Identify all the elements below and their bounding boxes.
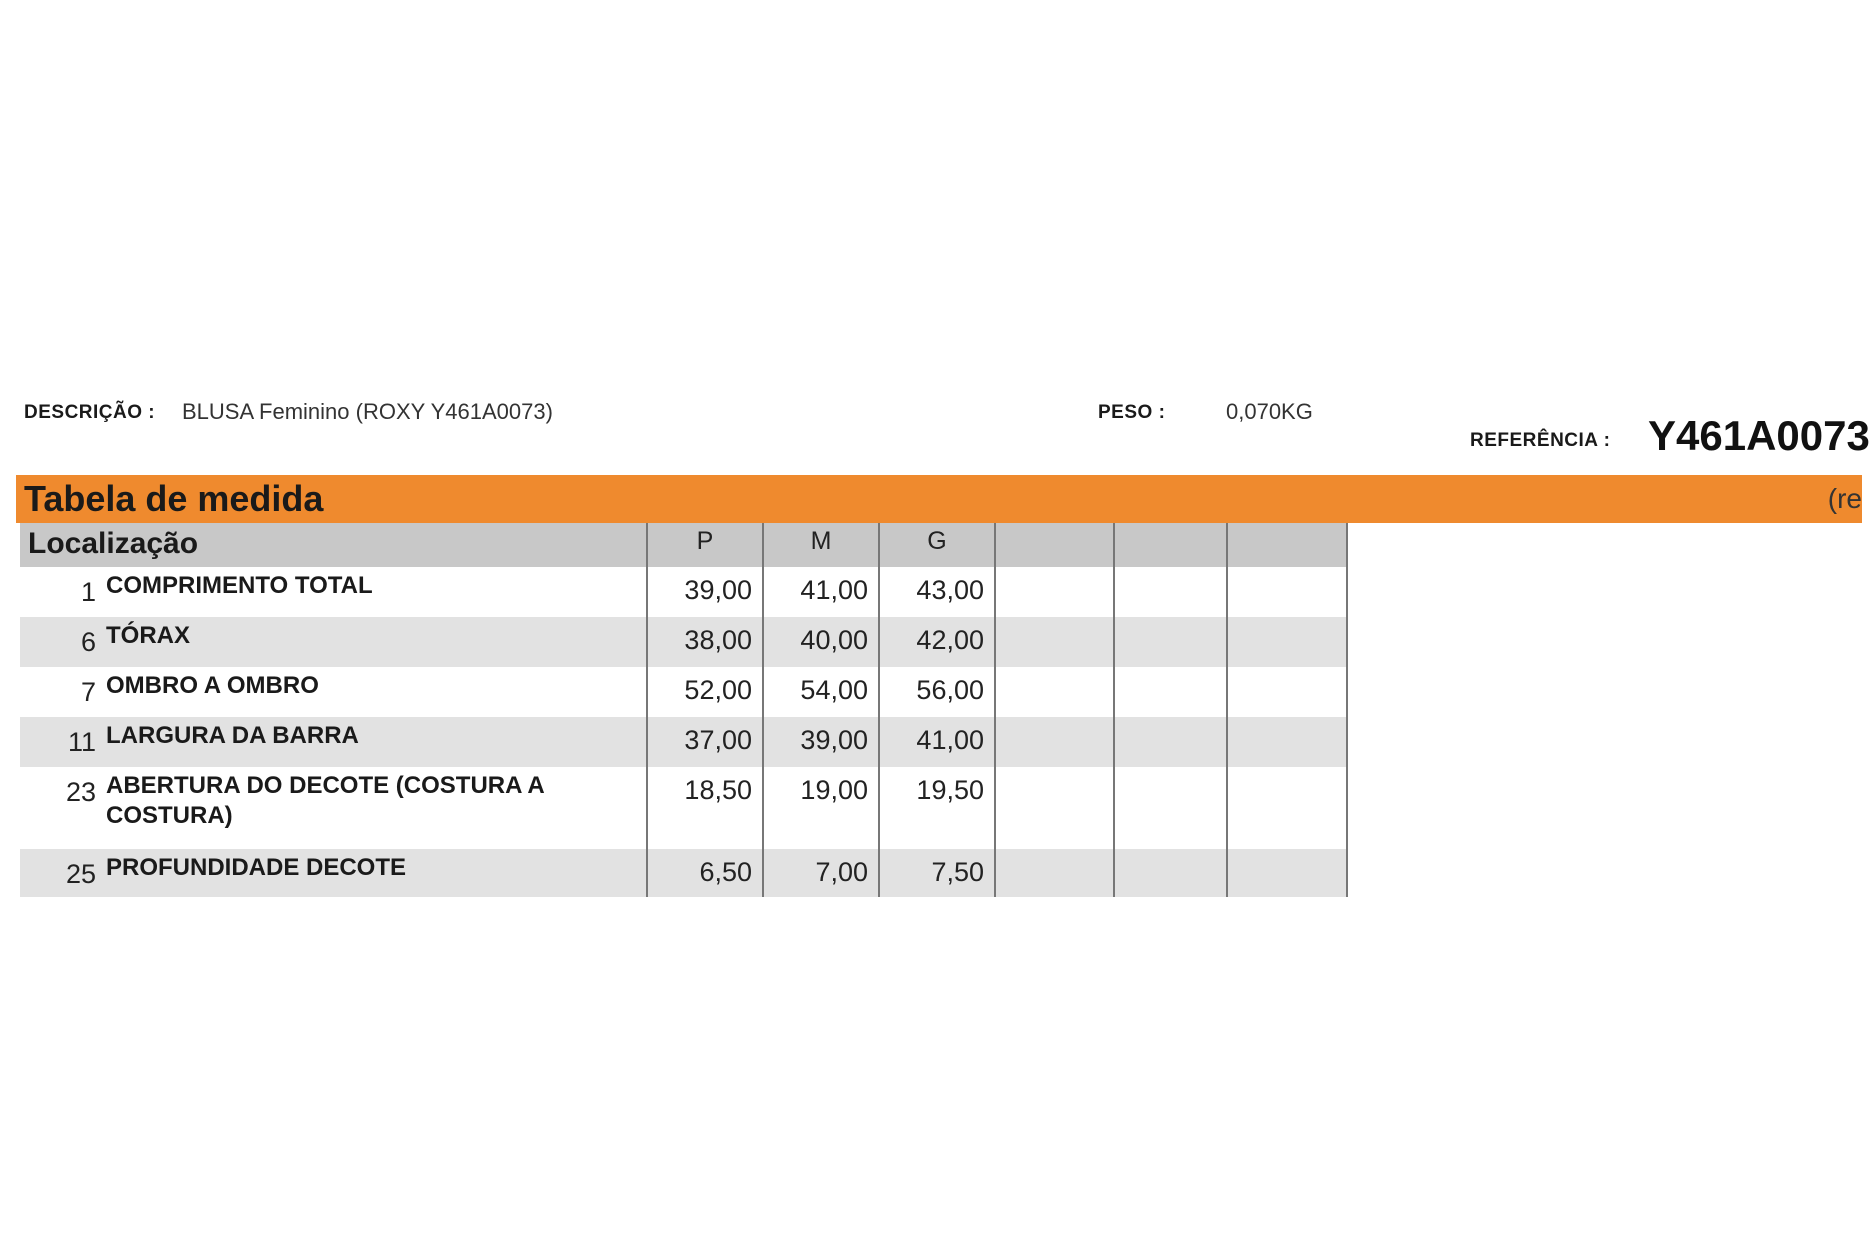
empty-header-cell (1114, 523, 1227, 567)
table-row (20, 617, 1347, 667)
value-cell-p: 39,00 (647, 567, 763, 617)
referencia-value: Y461A0073 (1648, 412, 1870, 459)
location-cell (20, 717, 647, 767)
empty-cell (995, 717, 1114, 767)
value-cell-p: 38,00 (647, 617, 763, 667)
peso-value: 0,070KG (1226, 399, 1313, 424)
table-row (20, 849, 1347, 897)
empty-cell (1114, 667, 1227, 717)
value-cell-p: 37,00 (647, 717, 763, 767)
location-cell (20, 617, 647, 667)
location-column-header: Localização (20, 523, 647, 567)
location-cell (20, 567, 647, 617)
descricao-label: DESCRIÇÃO : (24, 402, 156, 423)
empty-cell (1114, 849, 1227, 897)
value-cell-p: 52,00 (647, 667, 763, 717)
empty-cell (995, 617, 1114, 667)
peso-label: PESO : (1098, 402, 1166, 423)
value-cell-m: 40,00 (763, 617, 879, 667)
empty-cell (1227, 617, 1347, 667)
descricao-value: BLUSA Feminino (ROXY Y461A0073) (182, 399, 553, 424)
location-number: 6 (80, 627, 96, 657)
table-row (20, 667, 1347, 717)
location-name: PROFUNDIDADE DECOTE (106, 854, 407, 881)
location-name: COMPRIMENTO TOTAL (106, 572, 373, 599)
location-number: 7 (80, 677, 96, 707)
value-cell-m: 41,00 (763, 567, 879, 617)
location-number: 25 (65, 859, 96, 889)
empty-cell (1227, 567, 1347, 617)
table-row (20, 567, 1347, 617)
location-number: 1 (80, 577, 96, 607)
value-cell-g: 43,00 (879, 567, 995, 617)
value-cell-m: 39,00 (763, 717, 879, 767)
location-number: 23 (65, 777, 96, 807)
section-title-bar (16, 475, 1862, 523)
empty-cell (1114, 617, 1227, 667)
empty-cell (1227, 767, 1347, 849)
location-cell (20, 667, 647, 717)
measurement-table (20, 523, 1348, 897)
empty-cell (995, 849, 1114, 897)
location-number: 11 (67, 727, 96, 757)
table-header-row (20, 523, 1347, 567)
empty-cell (1114, 717, 1227, 767)
table-row (20, 767, 1347, 849)
value-cell-g: 7,50 (879, 849, 995, 897)
value-cell-g: 41,00 (879, 717, 995, 767)
value-cell-m: 19,00 (763, 767, 879, 849)
empty-cell (1114, 767, 1227, 849)
empty-header-cell (1227, 523, 1347, 567)
empty-cell (1227, 849, 1347, 897)
location-name: TÓRAX (106, 622, 190, 649)
empty-cell (1227, 717, 1347, 767)
empty-cell (1227, 667, 1347, 717)
empty-cell (995, 767, 1114, 849)
value-cell-m: 7,00 (763, 849, 879, 897)
location-cell (20, 849, 647, 897)
section-right-fragment: (re (1827, 483, 1862, 514)
value-cell-m: 54,00 (763, 667, 879, 717)
size-header-p: P (647, 523, 763, 567)
size-header-g: G (879, 523, 995, 567)
empty-cell (1114, 567, 1227, 617)
empty-cell (995, 567, 1114, 617)
size-header-m: M (763, 523, 879, 567)
value-cell-g: 19,50 (879, 767, 995, 849)
location-name: LARGURA DA BARRA (106, 722, 359, 749)
value-cell-g: 56,00 (879, 667, 995, 717)
location-cell (20, 767, 647, 849)
empty-cell (995, 667, 1114, 717)
referencia-label: REFERÊNCIA : (1470, 430, 1611, 451)
empty-header-cell (995, 523, 1114, 567)
section-title: Tabela de medida (24, 478, 324, 519)
table-row (20, 717, 1347, 767)
location-name: OMBRO A OMBRO (106, 672, 319, 699)
value-cell-g: 42,00 (879, 617, 995, 667)
location-name: ABERTURA DO DECOTE (COSTURA A COSTURA) (106, 772, 544, 829)
value-cell-p: 18,50 (647, 767, 763, 849)
value-cell-p: 6,50 (647, 849, 763, 897)
